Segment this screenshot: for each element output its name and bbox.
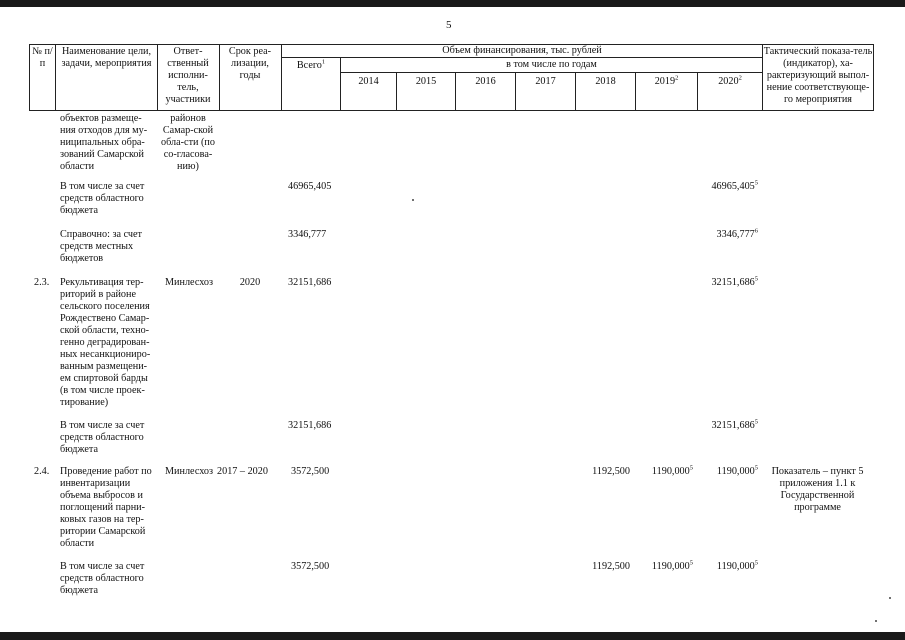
- row-2019: 1190,000$^5$: [651, 559, 693, 572]
- top-border-bar: [0, 0, 905, 7]
- header-by-year: в том числе по годам: [506, 59, 597, 70]
- row-2018: 1192,500: [592, 561, 630, 572]
- header-funding: Объем финансирования, тыс. рублей: [442, 45, 602, 56]
- col-line-1: [55, 44, 56, 111]
- header-indicator: Тактический показа-тель (индикатор), ха-рактеризующий выпол-нение соответствующе-го мероприятия: [763, 46, 873, 105]
- row-term: 2020: [239, 277, 261, 288]
- page-number: 5: [446, 19, 452, 31]
- row-num: 2.3.: [34, 277, 50, 288]
- header-year-2014: 2014: [358, 76, 379, 87]
- header-year-2020: 2020$^2$: [718, 74, 742, 87]
- scan-speck: [889, 597, 891, 599]
- row-name: Справочно: за счет средств местных бюджетов: [60, 229, 142, 264]
- header-term: Срок реа-лизации, годы: [228, 46, 272, 81]
- row-2018: 1192,500: [592, 466, 630, 477]
- row-name: В том числе за счет средств областного бюджета: [60, 181, 145, 216]
- header-year-2016: 2016: [475, 76, 496, 87]
- row-2020: 1190,000$^5$: [716, 559, 758, 572]
- row-2020: 32151,686$^5$: [711, 275, 758, 288]
- header-year-2017: 2017: [535, 76, 556, 87]
- row-total: 32151,686: [288, 420, 332, 431]
- row-name: Проведение работ по инвентаризации объема выбросов и поглощений парни-ковых газов на тер-ритории Самарской области: [60, 466, 152, 549]
- header-responsible: Ответ-ственный исполни-тель, участники: [165, 46, 211, 105]
- row-name: объектов размеще-ния отходов для му-ниципальных обра-зований Самарской области: [60, 113, 148, 172]
- header-year-2015: 2015: [415, 76, 437, 87]
- row-term: 2017 – 2020: [217, 466, 268, 477]
- funding-header-line: [281, 57, 762, 58]
- row-2019: 1190,000$^5$: [651, 464, 693, 477]
- row-responsible: районов Самар-ской обла-сти (по со-гласова-нию): [161, 113, 215, 172]
- years-header-line: [340, 72, 762, 73]
- row-responsible: Минлесхоз: [165, 466, 214, 477]
- row-total: 3346,777: [288, 229, 327, 240]
- scan-speck: [875, 620, 877, 622]
- header-bottom-line: [29, 110, 873, 111]
- col-line-13: [873, 44, 874, 111]
- row-num: 2.4.: [34, 466, 50, 477]
- row-2020: 1190,000$^5$: [716, 464, 758, 477]
- row-2020: 3346,777$^6$: [716, 227, 758, 240]
- header-year-2018: 2018: [595, 76, 616, 87]
- row-name: В том числе за счет средств областного бюджета: [60, 420, 145, 455]
- row-total: 3572,500: [291, 466, 330, 477]
- row-name: В том числе за счет средств областного бюджета: [60, 561, 145, 596]
- row-total: 3572,500: [291, 561, 330, 572]
- scan-speck: [412, 199, 414, 201]
- row-indicator: Показатель – пункт 5 приложения 1.1 к Государственной программе: [771, 466, 864, 513]
- header-num: № п/п: [32, 46, 53, 69]
- row-2020: 32151,686$^5$: [711, 418, 758, 431]
- row-total: 32151,686: [288, 277, 332, 288]
- header-total: Всего$^1$: [296, 58, 326, 71]
- bottom-border-bar: [0, 632, 905, 640]
- row-2020: 46965,405$^5$: [711, 179, 758, 192]
- header-year-2019: 2019$^2$: [654, 74, 679, 87]
- row-total: 46965,405: [288, 181, 332, 192]
- header-name: Наименование цели, задачи, мероприятия: [61, 46, 152, 69]
- row-name: Рекультивация тер-риторий в районе сельского поселения Рождествено Самар-ской области, техно-генно деградирован-ных несанкциониро-ванным размещени-ем спиртовой барды (в том числе проек-тирование): [60, 277, 151, 408]
- row-responsible: Минлесхоз: [165, 277, 214, 288]
